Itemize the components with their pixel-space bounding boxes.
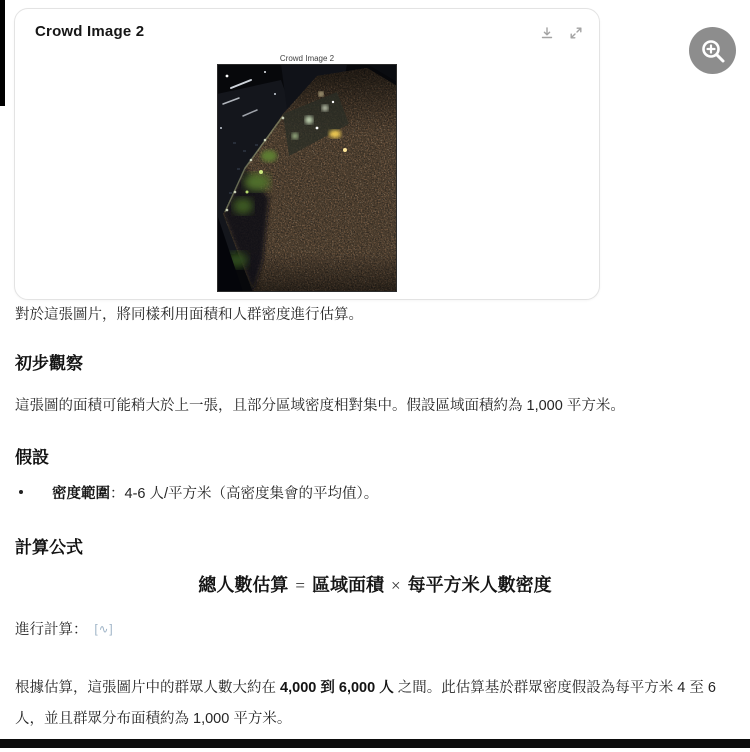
formula-operand-b: 每平方米人數密度 [407, 575, 552, 595]
card-title: Crowd Image 2 [35, 23, 145, 40]
crowd-photo-render [217, 64, 397, 292]
conclusion-tail: 之間。此估算基於群眾密度假設為每平方米 4 至 6 人，並且群眾分布面積約為 1,000 平方米。 [15, 680, 716, 727]
run-calculation-line [15, 618, 114, 639]
run-calculation-label: 進行計算： [15, 622, 88, 638]
crowd-photo [217, 64, 397, 292]
crowd-image-card [14, 8, 600, 300]
observation-paragraph: 這張圖的面積可能稍大於上一張，且部分區域密度相對集中。假設區域面積約為 1,000 平方米。 [15, 398, 625, 414]
density-bullet-text [52, 482, 740, 503]
bullet-marker [19, 490, 23, 494]
observation-heading: 初步觀察 [15, 354, 83, 373]
card-actions [540, 26, 583, 40]
analysis-chip-icon[interactable]: [∿] [94, 624, 114, 636]
bullet-rest: ：4-6 人/平方米（高密度集會的平均值）。 [110, 486, 379, 502]
conclusion-paragraph [15, 673, 733, 735]
equals-sign: = [295, 576, 305, 595]
zoom-button[interactable] [689, 27, 736, 74]
formula-operand-a: 區域面積 [312, 575, 384, 595]
times-sign: × [391, 576, 401, 595]
bullet-term: 密度範圍 [52, 486, 110, 502]
intro-paragraph: 對於這張圖片，將同樣利用面積和人群密度進行估算。 [15, 307, 363, 323]
figure-caption: Crowd Image 2 [279, 54, 335, 63]
density-bullet-item [0, 482, 740, 503]
screen-edge-bar-bottom [0, 739, 750, 748]
formula-lhs: 總人數估算 [198, 575, 289, 595]
total-count-formula [0, 571, 750, 597]
conclusion-highlight: 4,000 到 6,000 人 [280, 680, 394, 696]
download-icon[interactable] [540, 26, 554, 40]
formula-heading: 計算公式 [15, 538, 83, 557]
conclusion-lead: 根據估算，這張圖片中的群眾人數大約在 [15, 680, 281, 696]
magnifier-plus-icon [698, 36, 728, 66]
assumptions-heading: 假設 [15, 448, 49, 467]
expand-icon[interactable] [569, 26, 583, 40]
screen-edge-bar-left [0, 0, 5, 106]
